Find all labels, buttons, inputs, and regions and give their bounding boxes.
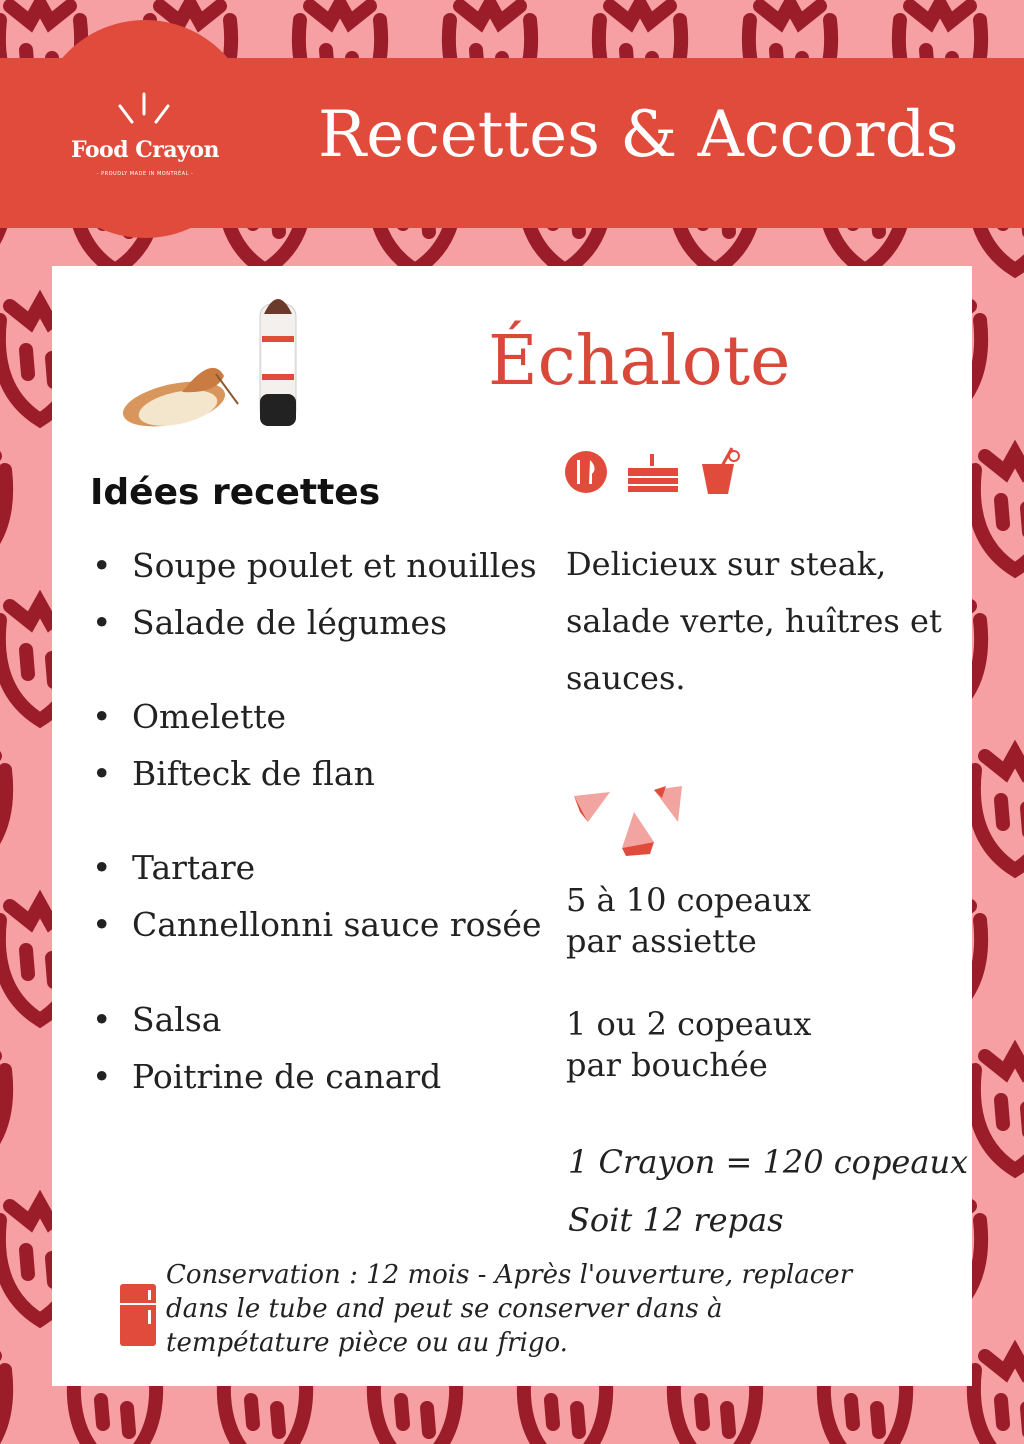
- portion-bite-line1: 1 ou 2 copeaux: [566, 1005, 812, 1043]
- cake-icon: [628, 454, 678, 492]
- fridge-icon: [118, 1284, 158, 1348]
- list-item: • Salsa: [92, 1000, 222, 1039]
- shavings-icon: [570, 782, 690, 862]
- logo-tagline: - PROUDLY MADE IN MONTRÉAL -: [96, 171, 194, 177]
- crayon-tube-icon: [260, 299, 296, 426]
- page-title: Recettes & Accords: [318, 98, 959, 172]
- list-item: • Omelette: [92, 697, 287, 736]
- portion-plate-line1: 5 à 10 copeaux: [566, 881, 812, 919]
- logo-name: Food Crayon: [70, 137, 220, 163]
- total-line2: Soit 12 repas: [568, 1201, 784, 1239]
- logo: [36, 20, 254, 238]
- list-item: • Bifteck de flan: [92, 754, 375, 793]
- shallot-icon: [119, 368, 238, 434]
- drink-icon: [702, 448, 739, 494]
- list-item: • Soupe poulet et nouilles: [92, 546, 537, 585]
- list-item: • Cannellonni sauce rosée: [92, 905, 542, 944]
- list-item: • Tartare: [92, 848, 256, 887]
- product-image: [112, 284, 312, 444]
- list-item: • Poitrine de canard: [92, 1057, 442, 1096]
- pairing-description: Delicieux sur steak, salade verte, huîtres et sauces.: [566, 545, 942, 697]
- list-item: • Salade de légumes: [92, 603, 448, 642]
- plate-cutlery-icon: [565, 451, 607, 493]
- product-title: Échalote: [488, 322, 791, 401]
- logo-rays-icon: [106, 90, 186, 140]
- total-line1: 1 Crayon = 120 copeaux: [568, 1143, 969, 1181]
- storage-note: Conservation : 12 mois - Après l'ouverture, replacer dans le tube and peut se conserver dans à tempétature pièce ou au frigo.: [166, 1260, 853, 1358]
- portion-plate-line2: par assiette: [566, 922, 757, 960]
- portion-bite-line2: par bouchée: [566, 1046, 768, 1084]
- recipes-heading: Idées recettes: [90, 472, 381, 513]
- pairing-icons: [562, 444, 742, 498]
